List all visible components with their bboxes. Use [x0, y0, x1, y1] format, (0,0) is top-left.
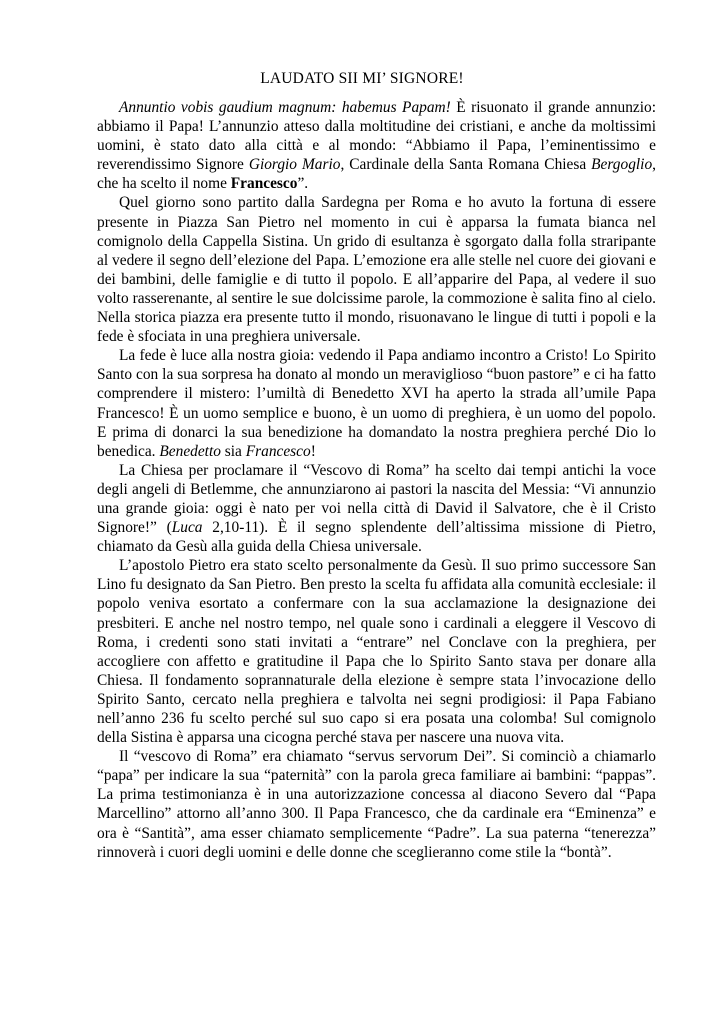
- latin-announcement: Annuntio vobis gaudium magnum: habemus Papam!: [119, 99, 451, 116]
- paragraph-4: La Chiesa per proclamare il “Vescovo di Roma” ha scelto dai tempi antichi la voce degli angeli di Betlemme, che annunziarono ai pastori la nascita del Messia: “Vi annunzio una grande gioia: oggi è nato per voi nella città di David il Salvatore, che è il Cristo Signore!” (Luca 2,10-11). È il segno splendente dell’altissima missione di Pietro, chiamato da Gesù alla guida della Chiesa universale.: [97, 461, 656, 556]
- document-body: [97, 98, 656, 862]
- paragraph-2: Quel giorno sono partito dalla Sardegna per Roma e ho avuto la fortuna di essere presente in Piazza San Pietro nel momento in cui è apparsa la fumata bianca nel comignolo della Cappella Sistina. Un grido di esultanza è sgorgato dalla folla straripante al vedere il segno dell’elezione del Papa. L’emozione era alle stelle nel cuore dei giovani e dei bambini, delle famiglie e di tutto il popolo. E all’apparire del Papa, al vedere il suo volto rasserenante, al sentire le sue dolcissime parole, la commozione è salita fino al cielo. Nella storica piazza era presente tutto il mondo, risuonavano le lingue di tutti i popoli e la fede è sfociata in una preghiera universale.: [97, 194, 656, 346]
- paragraph-5: L’apostolo Pietro era stato scelto personalmente da Gesù. Il suo primo successore San Lino fu designato da San Pietro. Ben presto la scelta fu affidata alla comunità ecclesiale: il popolo veniva esortato a confermare con la sua acclamazione la designazione dei presbiteri. E anche nel nostro tempo, nel quale sono i cardinali a eleggere il Vescovo di Roma, i credenti sono stati invitati a “entrare” nel Conclave con la preghiera, per accogliere con affetto e gratitudine il Papa che lo Spirito Santo stava per donare alla Chiesa. Il fondamento soprannaturale della elezione è sempre stata l’invocazione dello Spirito Santo, cercato nella preghiera e talvolta nei segni prodigiosi: il Papa Fabiano nell’anno 236 fu scelto perché sul suo capo si era posata una colomba! Sul comignolo della Sistina è apparsa una cicogna perché stava per nascere una nuova vita.: [97, 557, 656, 747]
- paragraph-6: Il “vescovo di Roma” era chiamato “servus servorum Dei”. Si cominciò a chiamarlo “papa” per indicare la sua “paternità” con la parola greca familiare ai bambini: “pappas”. La prima testimonianza è in una autorizzazione concessa al diacono Severo dal “Papa Marcellino” attorno all’anno 300. Il Papa Francesco, che da cardinale era “Eminenza” e ora è “Santità”, ama esser chiamato semplicemente “Padre”. La sua paterna “tenerezza” rinnoverà i cuori degli uomini e delle donne che sceglieranno come stile la “bontà”.: [97, 748, 656, 861]
- paragraph-3: La fede è luce alla nostra gioia: vedendo il Papa andiamo incontro a Cristo! Lo Spirito Santo con la sua sorpresa ha donato al mondo un meraviglioso “buon pastore” e ci ha fatto comprendere il mistero: l’umiltà di Benedetto XVI ha aperto la strada all’umile Papa Francesco! È un uomo semplice e buono, è un uomo di preghiera, è un uomo del popolo. E prima di donarci la sua benedizione ha domandato la nostra preghiera perché Dio lo benedica. Benedetto sia Francesco!: [97, 347, 656, 460]
- papal-name: Francesco: [230, 175, 298, 193]
- document-title: LAUDATO SII MI’ SIGNORE!: [260, 70, 464, 87]
- scripture-reference: Luca: [171, 519, 203, 537]
- paragraph-1: Annuntio vobis gaudium magnum: habemus Papam! È risuonato il grande annunzio: abbiamo il Papa! L’annunzio atteso dalla moltitudine dei cristiani, e anche da moltissimi uomini, è stato dato alla città e al mondo: “Abbiamo il Papa, l’eminentissimo e reverendissimo Signore Giorgio Mario, Cardinale della Santa Romana Chiesa Bergoglio, che ha scelto il nome Francesco”.: [97, 99, 656, 193]
